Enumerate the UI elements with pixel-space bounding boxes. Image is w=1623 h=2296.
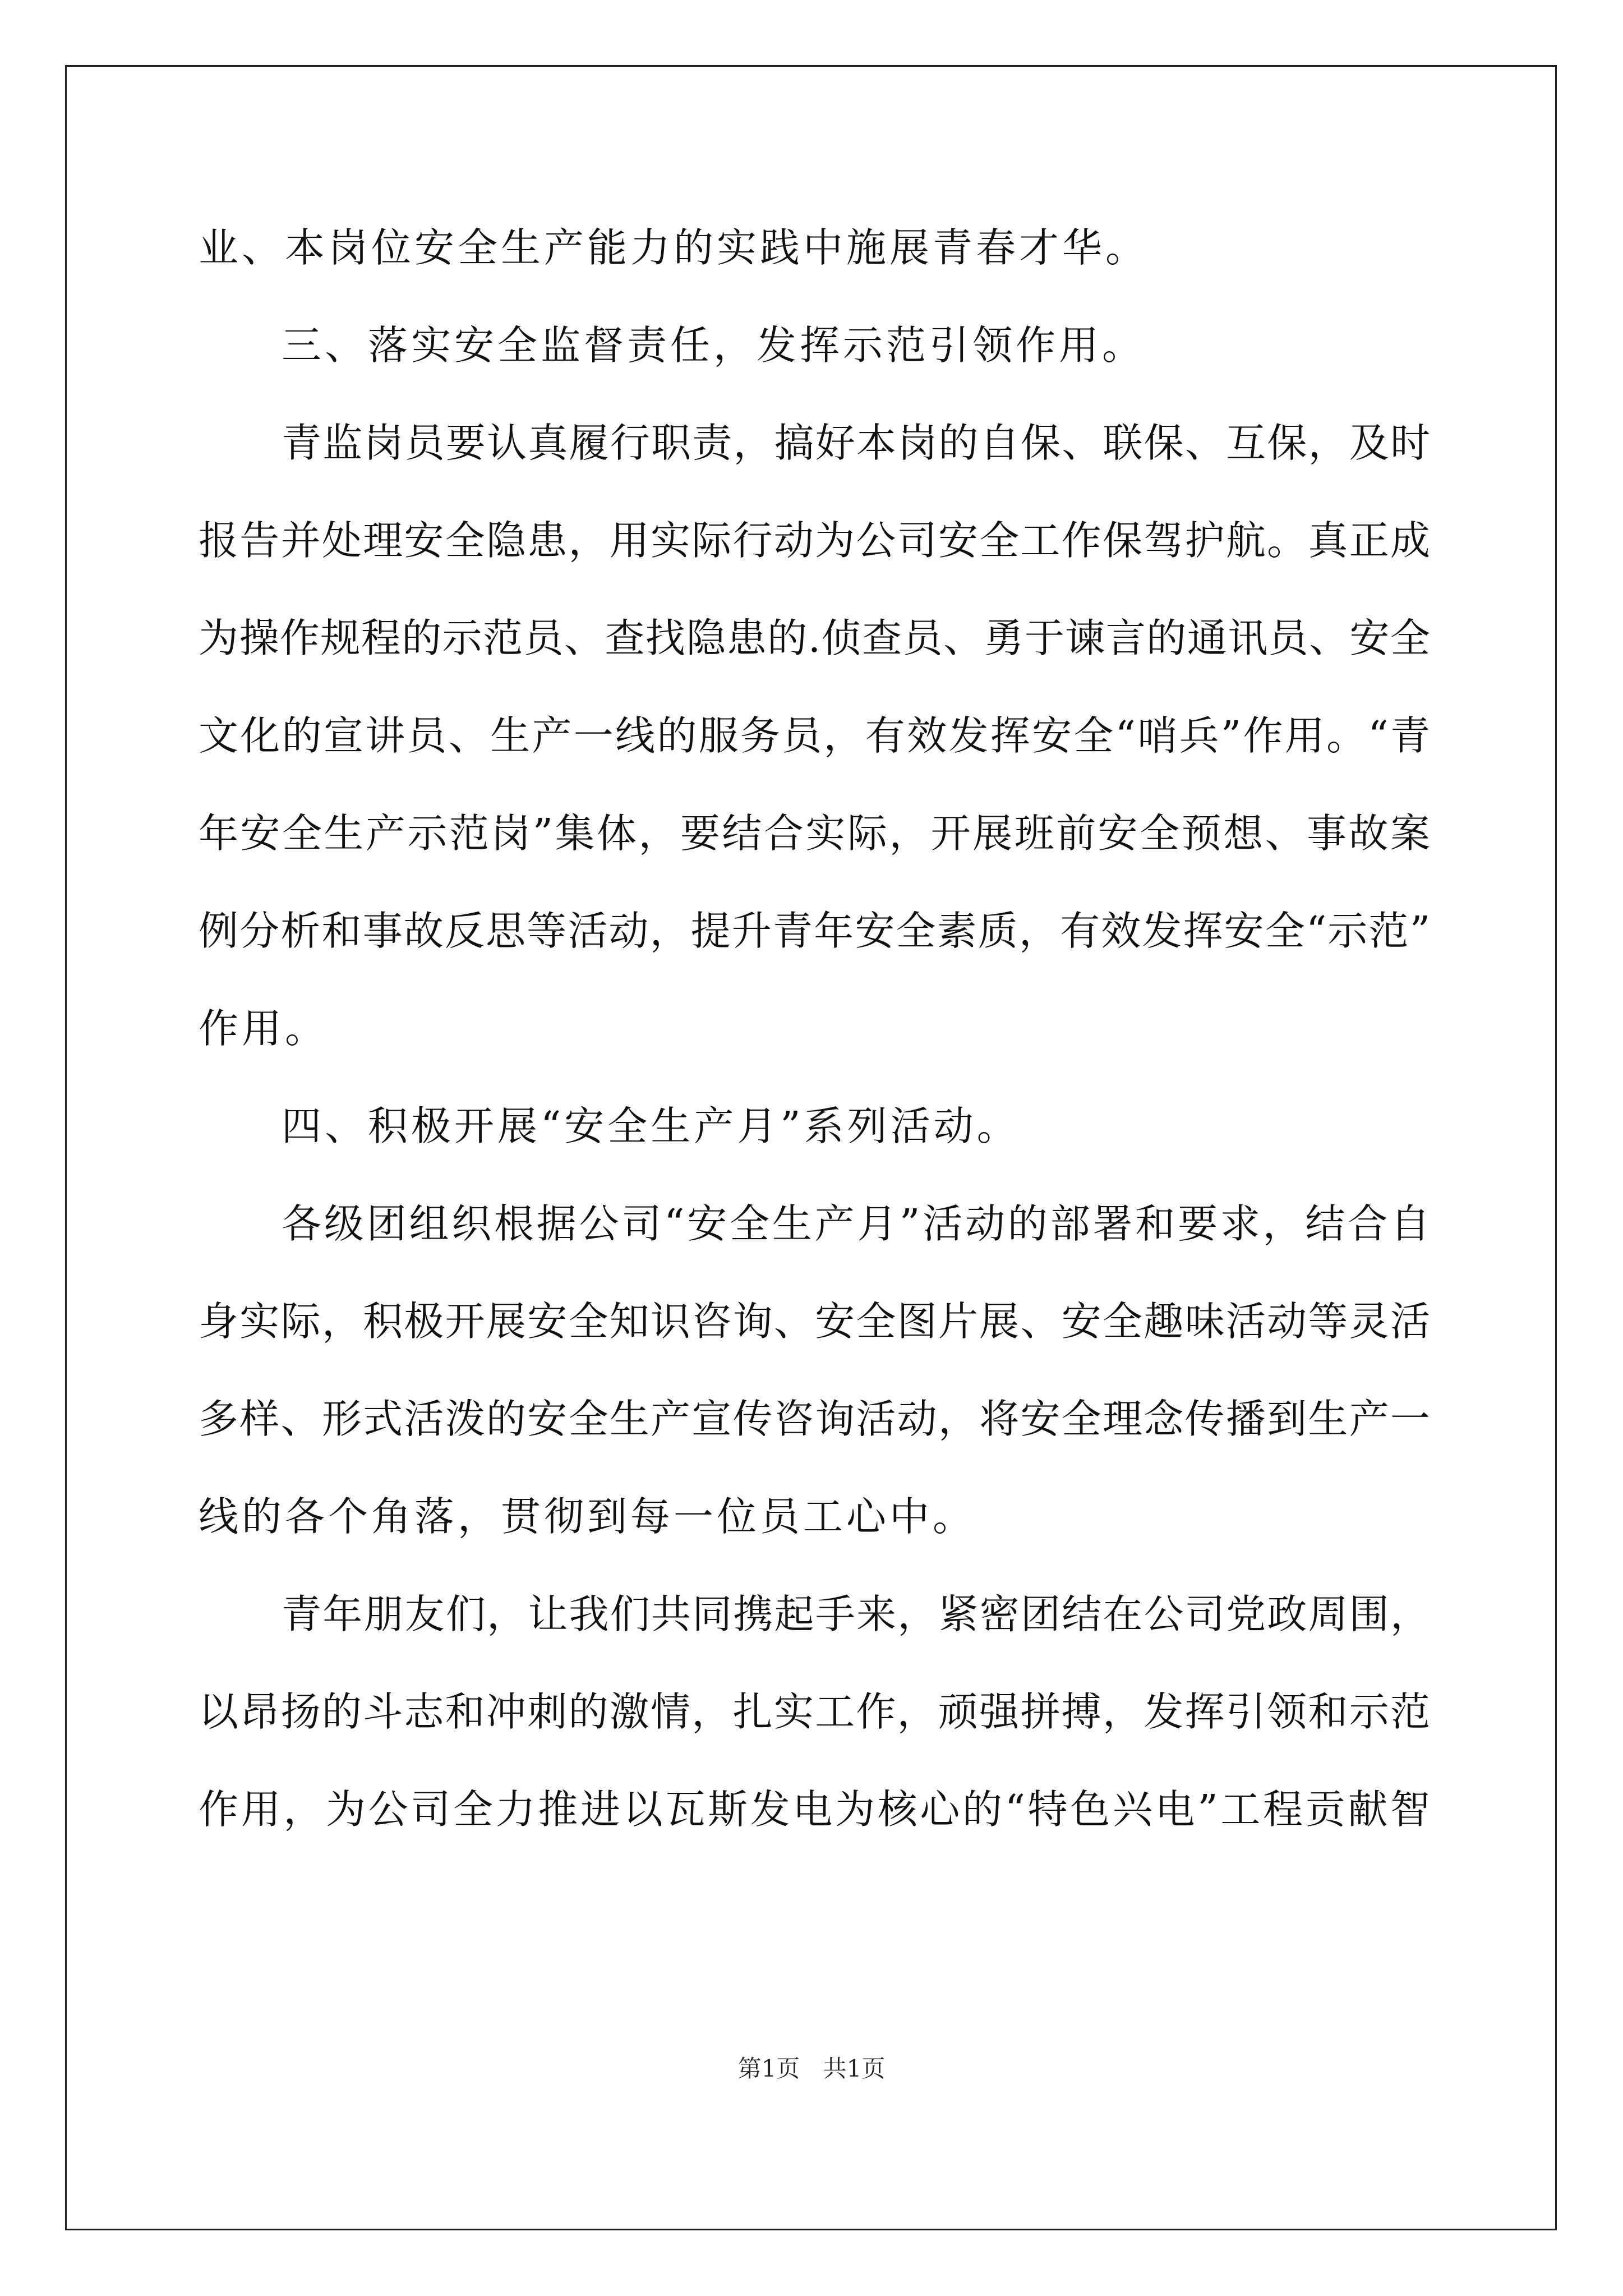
section-heading: 四、积极开展“安全生产月”系列活动。	[282, 1103, 1020, 1149]
text-line: 为操作规程的示范员、查找隐患的.侦查员、勇于谏言的通讯员、安全	[199, 615, 1430, 661]
text-line: 年安全生产示范岗”集体，要结合实际，开展班前安全预想、事故案	[199, 810, 1430, 857]
text-line: 青监岗员要认真履行职责，搞好本岗的自保、联保、互保，及时	[282, 420, 1430, 466]
text-line: 以昂扬的斗志和冲刺的激情，扎实工作，顽强拼搏，发挥引领和示范	[199, 1688, 1430, 1735]
text-line: 报告并处理安全隐患，用实际行动为公司安全工作保驾护航。真正成	[199, 517, 1430, 564]
text-line: 青年朋友们，让我们共同携起手来，紧密团结在公司党政周围，	[282, 1591, 1430, 1637]
text-line: 各级团组织根据公司“安全生产月”活动的部署和要求，结合自	[282, 1200, 1430, 1247]
text-line: 业、本岗位安全生产能力的实践中施展青春才华。	[199, 224, 1149, 271]
page-total: 共1页	[823, 2055, 886, 2082]
page-footer	[0, 2052, 1623, 2086]
page-number: 第1页	[737, 2055, 800, 2082]
text-line: 作用，为公司全力推进以瓦斯发电为核心的“特色兴电”工程贡献智	[199, 1786, 1430, 1833]
text-line: 线的各个角落，贯彻到每一位员工心中。	[199, 1493, 976, 1540]
section-heading: 三、落实安全监督责任，发挥示范引领作用。	[282, 322, 1146, 369]
text-line: 文化的宣讲员、生产一线的服务员，有效发挥安全“哨兵”作用。“青	[199, 712, 1430, 759]
text-line: 身实际，积极开展安全知识咨询、安全图片展、安全趣味活动等灵活	[199, 1298, 1430, 1345]
text-line: 例分析和事故反思等活动，提升青年安全素质，有效发挥安全“示范”	[199, 908, 1430, 954]
text-line: 作用。	[199, 1005, 329, 1052]
text-line: 多样、形式活泼的安全生产宣传咨询活动，将安全理念传播到生产一	[199, 1396, 1430, 1442]
